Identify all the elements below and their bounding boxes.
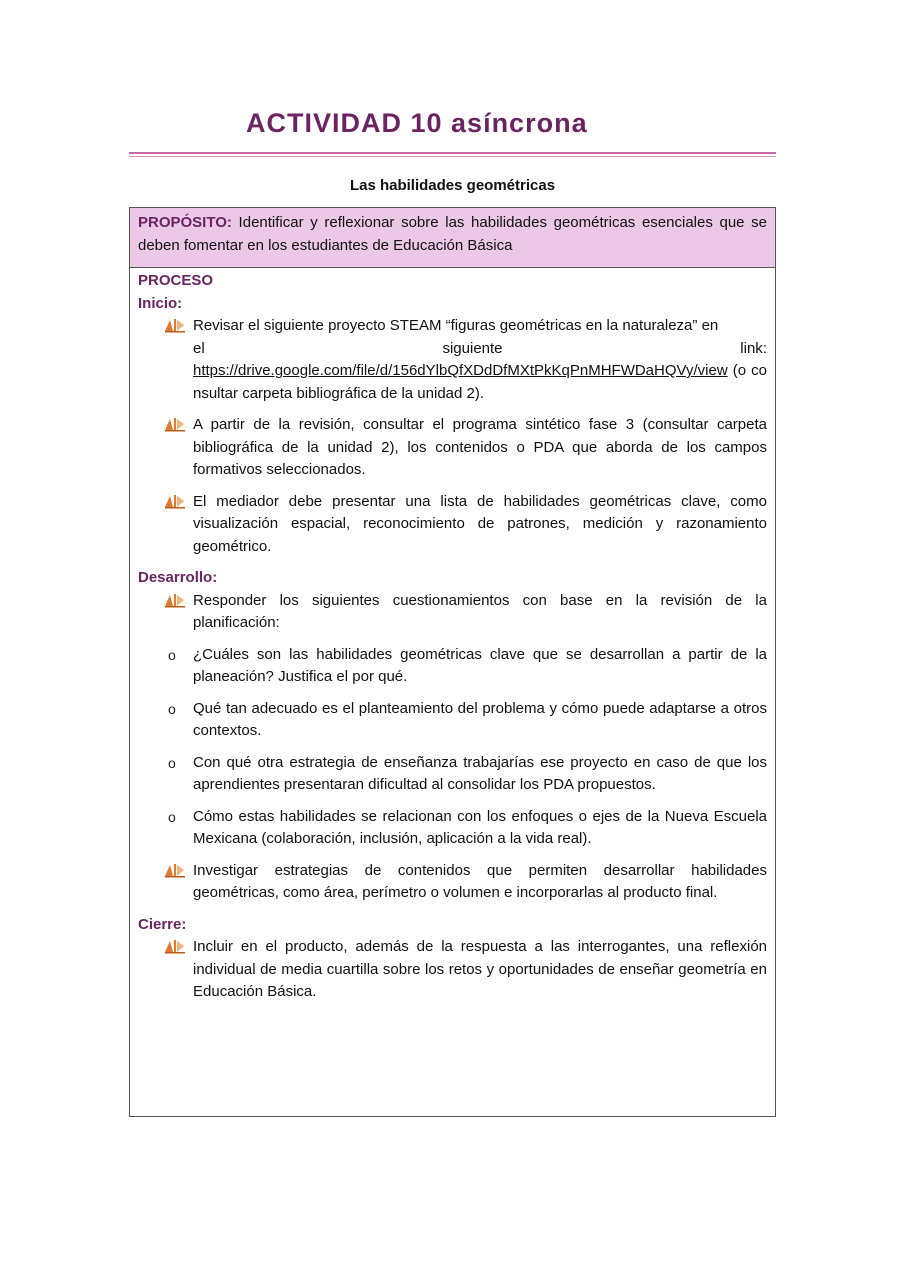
inicio-item-1 bbox=[138, 315, 767, 405]
page-title: ACTIVIDAD 10 asíncrona bbox=[246, 108, 588, 138]
inicio-item-2-text: A partir de la revisión, consultar el programa sintético fase 3 (consultar carpeta bibliográfica de la unidad 2), los contenidos o PDA que aborda de los campos formativos seleccionados. bbox=[193, 416, 767, 478]
desarrollo-item-2 bbox=[138, 860, 767, 905]
cierre-heading: Cierre: bbox=[138, 915, 187, 933]
drive-link[interactable]: https://drive.google.com/file/d/156dYlbQfXDdDfMXtPkKqPnMHFWDaHQVy/view bbox=[193, 362, 728, 379]
activity-subtitle: Las habilidades geométricas bbox=[349, 177, 556, 194]
process-heading: PROCESO bbox=[138, 272, 214, 289]
book-bullet-icon bbox=[164, 592, 186, 608]
book-bullet-icon bbox=[164, 862, 186, 878]
desarrollo-item-1 bbox=[138, 590, 767, 635]
word-el: el bbox=[193, 339, 205, 357]
word-siguiente: siguiente bbox=[442, 339, 503, 357]
question-4-text: Cómo estas habilidades se relacionan con los enfoques o ejes de la Nueva Escuela Mexicana (colaboración, inclusión, aplicación a la vida real). bbox=[193, 807, 767, 847]
purpose-cell bbox=[130, 208, 775, 268]
inicio-item-1-line1: Revisar el siguiente proyecto STEAM “figuras geométricas en la naturaleza” en bbox=[193, 317, 719, 334]
title-divider bbox=[129, 152, 776, 154]
question-3 bbox=[138, 752, 767, 797]
inicio-item-2 bbox=[138, 414, 767, 482]
title-divider-thin bbox=[129, 156, 776, 157]
inicio-item-3 bbox=[138, 491, 767, 559]
circle-bullet-icon: o bbox=[168, 808, 176, 825]
activity-table bbox=[129, 207, 776, 1117]
word-link: link: bbox=[740, 339, 767, 357]
desarrollo-item-1-text: Responder los siguientes cuestionamientos con base en la revisión de la planificación: bbox=[193, 591, 767, 631]
circle-bullet-icon: o bbox=[168, 646, 176, 663]
question-2-text: Qué tan adecuado es el planteamiento del problema y cómo puede adaptarse a otros contextos. bbox=[193, 699, 767, 739]
desarrollo-item-2-text: Investigar estrategias de contenidos que permiten desarrollar habilidades geométricas, como área, perímetro o volumen e incorporarlas al producto final. bbox=[193, 861, 767, 901]
purpose-text: Identificar y reflexionar sobre las habilidades geométricas esenciales que se deben fomentar en los estudiantes de Educación Básica bbox=[138, 214, 767, 254]
desarrollo-heading: Desarrollo: bbox=[138, 569, 218, 586]
cierre-item-1-text: Incluir en el producto, además de la respuesta a las interrogantes, una reflexión individual de media cuartilla sobre los retos y oportunidades de enseñar geometría en Educación Básica. bbox=[193, 938, 767, 1000]
question-3-text: Con qué otra estrategia de enseñanza trabajarías ese proyecto en caso de que los aprendientes presentaran dificultad al consolidar los PDA propuestos. bbox=[193, 753, 767, 793]
question-1 bbox=[138, 644, 767, 689]
inicio-item-1-tail: (o consultar carpeta bibliográfica de la unidad 2). bbox=[193, 362, 767, 402]
book-bullet-icon bbox=[164, 416, 186, 432]
question-4 bbox=[138, 806, 767, 851]
inicio-heading: Inicio: bbox=[138, 294, 183, 312]
purpose-label: PROPÓSITO: bbox=[138, 214, 232, 231]
question-2 bbox=[138, 698, 767, 743]
inicio-item-3-text: El mediador debe presentar una lista de habilidades geométricas clave, como visualización espacial, reconocimiento de patrones, medición y razonamiento geométrico. bbox=[193, 492, 767, 555]
book-bullet-icon bbox=[164, 938, 186, 954]
circle-bullet-icon: o bbox=[168, 754, 176, 771]
cierre-item-1 bbox=[138, 936, 767, 1004]
inicio-item-1-line3 bbox=[193, 360, 767, 405]
question-1-text: ¿Cuáles son las habilidades geométricas clave que se desarrollan a partir de la planeación? Justifica el por qué. bbox=[193, 645, 767, 685]
book-bullet-icon bbox=[164, 493, 186, 509]
book-bullet-icon bbox=[164, 317, 186, 333]
inicio-item-1-line2 bbox=[193, 338, 767, 361]
circle-bullet-icon: o bbox=[168, 700, 176, 717]
process-cell bbox=[130, 268, 775, 1004]
